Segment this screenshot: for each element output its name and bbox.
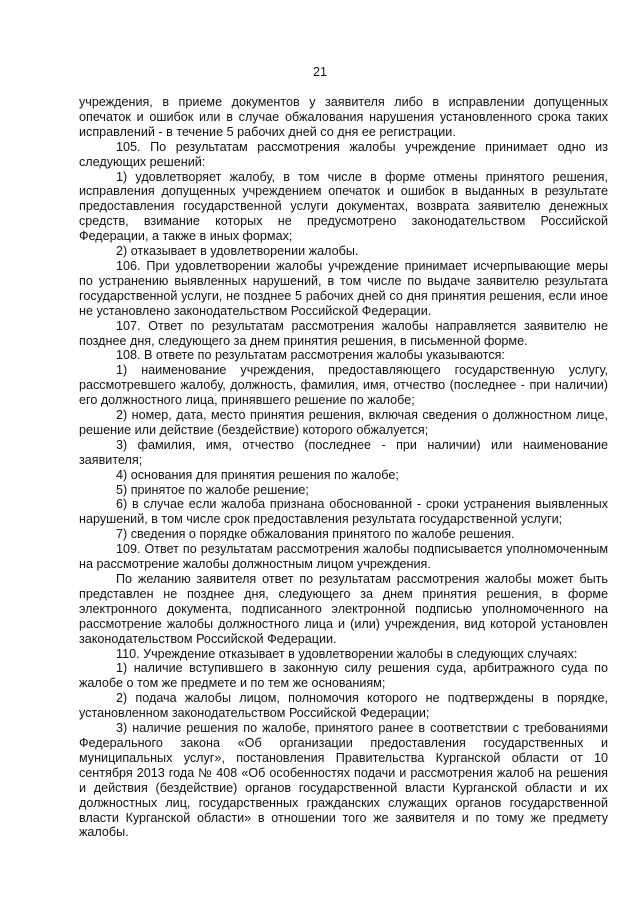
paragraph: 110. Учреждение отказывает в удовлетворении жалобы в следующих случаях:	[116, 646, 578, 661]
paragraph: По желанию заявителя ответ по результатам рассмотрения жалобы может быть представлен не позднее дня, следующего за днем принятия решения, в форме электронного документа, подписанного электронной подписью уполномоченного на рассмотрение жалобы должностного лица и (или) учреждения, вид которой установлен законодательством Российской Федерации.	[79, 572, 608, 646]
paragraph: 3) фамилия, имя, отчество (последнее - при наличии) или наименование заявителя;	[79, 437, 608, 467]
paragraph: 3) наличие решения по жалобе, принятого ранее в соответствии с требованиями Федерального закона «Об организации предоставления государственных и муниципальных услуг», постановления Правительства Курганской области от 10 сентября 2013 года № 408 «Об особенностях подачи и рассмотрения жалоб на решения и действия (бездействие) органов государственной власти Курганской области и их должностных лиц, государственных гражданских служащих органов государственной власти Курганской области» в отношении того же заявителя и по тому же предмету жалобы.	[79, 721, 608, 840]
page-number: 21	[312, 65, 327, 79]
paragraph: 2) подача жалобы лицом, полномочия которого не подтверждены в порядке, установленном законодательством Российской Федерации;	[79, 691, 608, 721]
paragraph: 109. Ответ по результатам рассмотрения жалобы подписывается уполномоченным на рассмотрение жалобы должностным лицом учреждения.	[79, 542, 608, 572]
paragraph: 2) номер, дата, место принятия решения, включая сведения о должностном лице, решение или действие (бездействие) которого обжалуется;	[79, 408, 608, 437]
paragraph: 1) наименование учреждения, предоставляющего государственную услугу, рассмотревшего жалобу, должность, фамилия, имя, отчество (последнее - при наличии) его должностного лица, принявшего решение по жалобе;	[79, 363, 608, 408]
paragraph: 5) принятое по жалобе решение;	[116, 482, 309, 497]
paragraph: 107. Ответ по результатам рассмотрения жалобы направляется заявителю не позднее дня, следующего за днем принятия решения, в письменной форме.	[79, 318, 608, 348]
paragraph: 1) удовлетворяет жалобу, в том числе в форме отмены принятого решения, исправления допущенных учреждением опечаток и ошибок в выданных в результате предоставления государственной услуги документах, возврата заявителю денежных средств, взимание которых не предусмотрено законодательством Российской Федерации, а также в иных формах;	[79, 169, 608, 244]
paragraph: 1) наличие вступившего в законную силу решения суда, арбитражного суда по жалобе о том же предмете и по тем же основаниям;	[79, 661, 608, 691]
paragraph: 105. По результатам рассмотрения жалобы учреждение принимает одно из следующих решений:	[79, 139, 608, 169]
paragraph: 106. При удовлетворении жалобы учреждение принимает исчерпывающие меры по устранению выявленных нарушений, в том числе по выдаче заявителю результата государственной услуги, не позднее 5 рабочих дней со дня принятия решения, если иное не установлено законодательством Российской Федерации.	[79, 258, 608, 318]
paragraph: учреждения, в приеме документов у заявителя либо в исправлении допущенных опечаток и ошибок или в случае обжалования нарушения установленного срока таких исправлений - в течение 5 рабочих дней со дня ее регистрации.	[79, 95, 608, 139]
document-body	[79, 95, 608, 840]
paragraph: 7) сведения о порядке обжалования принятого по жалобе решения.	[116, 527, 515, 542]
paragraph: 6) в случае если жалоба признана обоснованной - сроки устранения выявленных нарушений, в том числе срок предоставления результата государственной услуги;	[79, 497, 608, 527]
paragraph: 108. В ответе по результатам рассмотрения жалобы указываются:	[116, 348, 505, 363]
paragraph: 2) отказывает в удовлетворении жалобы.	[116, 244, 359, 259]
paragraph: 4) основания для принятия решения по жалобе;	[116, 467, 399, 482]
